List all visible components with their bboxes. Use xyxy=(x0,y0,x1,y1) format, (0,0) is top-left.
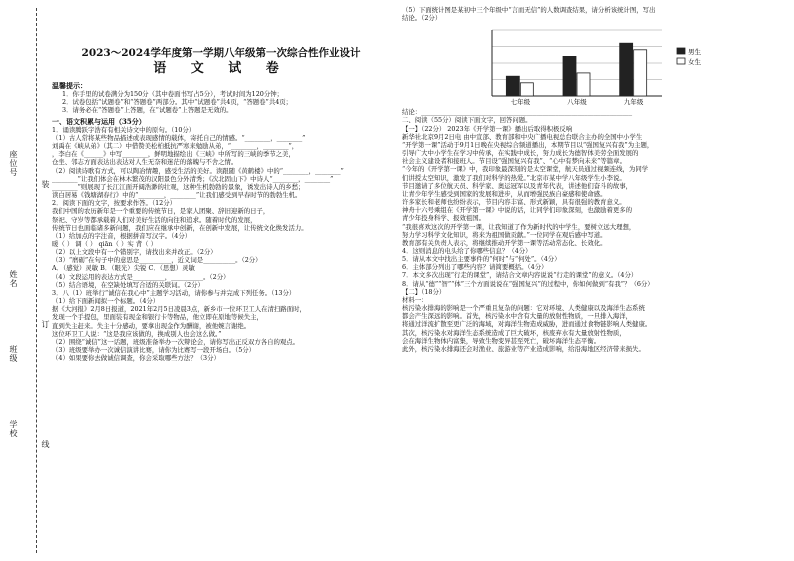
right-line-13: 神舟十六号乘组在《开学第一课》中说的话，让同学们印象深刻，也激励着更多的 xyxy=(402,206,633,215)
right-line-7: 社会主义建设者和接班人。节目设“强国复兴有我”、“心中有梦向未来”等篇章。 xyxy=(402,157,626,166)
left-line-28: （3）班级要举办一次诚信演讲比赛，请你为比赛写一段开场白。（5分） xyxy=(52,346,256,354)
notice-3: 3．请务必在“答题卷”上答题，在“试题卷”上答题是无效的。 xyxy=(62,106,233,115)
label-class: 班级 xyxy=(9,345,18,363)
label-xian: 线 xyxy=(41,440,50,449)
right-line-25: 核污染水排海的影响是一个严重且复杂的问题：它对环境、人类健康以及海洋生态系统 xyxy=(402,304,645,313)
left-question-lines xyxy=(52,126,390,363)
label-seat: 座位号 xyxy=(9,150,18,177)
x-tick-label: 八年级 xyxy=(567,98,587,107)
left-column xyxy=(52,6,390,362)
left-line-18: A．（感觉）灵敏 B．（眼光）尖锐 C．（思想）灵敏 xyxy=(52,264,195,273)
right-line-15: “我很喜欢这次的开学第一课，让我知道了作为新时代的中学生，要树立远大理想， xyxy=(402,222,636,231)
right-line-10: 节目邀请了多位航天员、科学家、奥运冠军以及青年代表，讲述他们奋斗的故事， xyxy=(402,181,633,190)
left-line-11: 我们中国的农历新年是一个重要的传统节日，是家人团聚、辞旧迎新的日子， xyxy=(52,207,270,216)
x-tick-label: 七年级 xyxy=(510,98,531,107)
left-line-8: ________”则展现了长江江面开阔浩渺的壮观，这种生机勃勃的景象，诱发出诗人的乡愁； xyxy=(52,182,305,191)
right-line-3: 【一】（22分） 2023年《开学第一课》播出后取得积极反响 xyxy=(402,124,573,133)
right-line-18: 4．这则消息的电头给了你哪些信息？（4分） xyxy=(402,246,532,255)
exam-title: 2023～2024学年度第一学期八年级第一次综合性作业设计 xyxy=(81,47,361,59)
right-line-16: 努力学习科学文化知识，将来为祖国做贡献。”一位同学在观后感中写道。 xyxy=(402,230,607,239)
bar-girls xyxy=(577,73,590,96)
left-line-5: 仓坐、邻志方面表达出表达对人生无奈和迷茫的落魄与不舍之情。 xyxy=(52,158,238,167)
left-line-23: 据《大河报》2月8日报道，2021年2月5日凌晨3点，新乡市一位环卫工人在清扫路面时， xyxy=(52,305,306,314)
left-line-1: 1．诵读腾跃宇浩有有相关诗文中的原句。（10分） xyxy=(52,125,196,134)
q5-line-1: （5）下面统计图是某初中三个年级中“言而无信”的人数调查结果，请分析该统计图，写出 xyxy=(402,6,656,14)
right-line-27: 将通过洋流扩散至更广泛的海域，对海洋生物造成威胁，进而通过食物链影响人类健康。 xyxy=(402,320,652,329)
label-name: 姓名 xyxy=(9,270,18,288)
binding-margin xyxy=(0,0,48,561)
bar-boys xyxy=(620,44,633,97)
label-zhuang: 装 xyxy=(41,180,50,189)
right-line-2: 二、阅读（55分）阅读下面文字，回答问题。 xyxy=(402,116,532,125)
left-line-14: （1）给加点的字注音，根据拼音写汉字。（4分） xyxy=(52,231,192,240)
q5-line-2: 结论。（2分） xyxy=(402,14,442,23)
right-question-lines xyxy=(402,108,788,353)
survey-bar-chart xyxy=(472,24,722,106)
right-line-6: 引导广大中小学生在学习中传承，在实践中成长，努力成长为德智体美劳全面发展的 xyxy=(402,149,639,158)
right-line-20: 6．主体部分列出了哪些内容？请简要概括。（4分） xyxy=(402,263,548,272)
right-line-8: “今年的《开学第一课》中，我印象最深刻的是太空课堂，航天员通过视频连线，为同学 xyxy=(402,165,649,174)
right-line-1: 结论：__________________________________________________________________ xyxy=(402,108,633,117)
left-line-20: （5）结合语境，在空缺处填写合适的关联词。（2分） xyxy=(52,280,204,289)
left-line-3: 刘禹在《峡从弟》（其二）中借赞美松柏抵抗严寒来勉励从弟，“________，________”， xyxy=(52,142,299,151)
binding-line xyxy=(36,8,37,553)
right-line-23: 【二】（18分） xyxy=(402,287,446,296)
notice-heading: 温馨提示： xyxy=(52,82,87,90)
right-line-5: “开学第一课”活动于9月1日晚在央视综合频道播出，本期节目以“强国复兴有我”为主题， xyxy=(402,140,654,149)
bar-girls xyxy=(520,83,533,96)
notice-1: 1．你手里的试卷满分为150分（其中卷面书写占5分），考试时间为120分钟； xyxy=(62,90,284,99)
chart-svg xyxy=(472,24,722,106)
left-line-25: 直到失主赶来。失主十分感动，要拿出现金作为酬谢，被他婉言谢绝。 xyxy=(52,321,251,330)
left-line-22: （1）给下面新闻拟一个标题。（4分） xyxy=(52,297,160,306)
right-line-9: 们讲授太空知识，激发了我们对科学的热爱。”北京市某中学八年级学生小李说。 xyxy=(402,173,626,182)
bar-boys xyxy=(506,77,519,97)
left-line-16: （2）以上文段中有一个错别字，请找出来并改正。（2分） xyxy=(52,248,217,257)
left-line-7: ________”让我们体会在林木繁茂的汉阳景色分外清秀；《次北固山下》中诗人“________，________” xyxy=(52,174,334,183)
right-line-22: 8．请从“德”“智”“体”三个方面说说在“强国复兴”的过程中，你如何做到“有我”？（6分） xyxy=(402,279,654,288)
legend-swatch xyxy=(677,48,685,54)
left-line-6: （2）阅读诗歌有方式，可以陶冶情趣，感受生活的美好。读跟随《黄鹤楼》中的“________，________” xyxy=(52,166,344,175)
right-line-30: 此外，核污染水排海还会对渔业、旅游业等产业造成影响，给沿海地区经济带来损失。 xyxy=(402,344,645,353)
left-line-15: 暖（ ） 调（ ） qiān（ ）实 背（ ） xyxy=(52,239,157,248)
left-line-21: 3．八（1）班举行“诚信在我心中”主题学习活动，请你参与并完成下列任务。（13分） xyxy=(52,288,296,297)
left-line-26: 这位环卫工人说：“这是我应该做的，换成别人也会这么做。” xyxy=(52,329,222,338)
bar-girls xyxy=(634,50,647,96)
right-line-29: 会在海洋生物体内富集，导致生物变异甚至死亡，破坏海洋生态平衡。 xyxy=(402,336,601,345)
left-line-13: 传统节日也面临诸多新问题，我们应在继承中创新，在创新中发展，让传统文化焕发活力。 xyxy=(52,223,308,232)
left-line-9: 读白居易《钱塘湖春行》中的“________，________”让我们感受到早春时节的勃勃生机。 xyxy=(52,191,302,200)
left-line-29: （4）如果要你去做诚信调查，你会采取哪些方法？（3分） xyxy=(52,354,220,363)
right-line-4: 新华社北京9月2日电 由中宣部、教育部和中央广播电视总台联合主办的全国中小学生 xyxy=(402,132,643,141)
exam-subtitle: 语 文 试 卷 xyxy=(153,61,289,76)
left-line-2: （1）古人常将某些物品描述或表现感情的载体，寄托自己的情感。“________，________” xyxy=(52,133,306,142)
right-line-21: 7．本文多次出现“行走的课堂”，请结合文章内容说说“行走的课堂”的意义。（4分） xyxy=(402,271,638,280)
right-line-28: 其次，核污染水对海洋生态系统造成了巨大破坏，核废弃水有大量放射性物质， xyxy=(402,328,626,337)
bar-boys xyxy=(563,57,576,97)
right-line-17: 教育部有关负责人表示，将继续推动开学第一课等活动常态化、长效化。 xyxy=(402,238,607,247)
legend-label: 男生 xyxy=(688,48,701,57)
left-line-17: （3）“磨砺”在句子中的意思是__________，近义词是__________。（2分） xyxy=(52,256,262,265)
legend-swatch xyxy=(677,58,685,64)
right-line-24: 材料一： xyxy=(402,295,428,304)
right-line-12: 许多家长和老师也纷纷表示，节目内容丰富、形式新颖，具有很强的教育意义。 xyxy=(402,198,626,207)
notice-2: 2．试卷包括“试题卷”和“答题卷”两部分。其中“试题卷”共4页，“答题卷”共4页； xyxy=(62,98,293,107)
legend-label: 女生 xyxy=(688,58,701,67)
left-line-24: 发现一个手提包，里面装有现金和银行卡等物品，他立即在原地等候失主， xyxy=(52,313,263,322)
left-line-27: （2）围绕“诚信”这一话题，班级准备举办一次辩论会，请你写出正反双方各自的观点。 xyxy=(52,337,300,346)
right-line-11: 让青少年学生感受到国家的发展和进步，从而增强民族自豪感和使命感。 xyxy=(402,189,607,198)
left-line-19: （4）文段运用的表达方式是__________，__________。（2分） xyxy=(52,272,230,281)
right-line-26: 都会产生深远的影响。首先，核污染水中含有大量的放射性物质，一旦排入海洋， xyxy=(402,312,633,321)
section-1-heading: 一、语文积累与运用（35分） xyxy=(52,117,146,126)
label-ding: 订 xyxy=(41,320,50,329)
x-tick-label: 九年级 xyxy=(623,98,644,107)
right-line-19: 5．请从本文中找出主要事件的“何时”与“何处”。（4分） xyxy=(402,255,561,264)
right-line-14: 青少年投身科学、报效祖国。 xyxy=(402,214,486,223)
label-school: 学校 xyxy=(9,420,18,438)
left-line-10: 2．阅读下面的文字，按要求作答。（12分） xyxy=(52,199,177,208)
left-line-4: ，李白在《______》中写________，鲜明地描绘出《三峡》中所写的三峡的季节之美， xyxy=(52,150,295,159)
right-column xyxy=(402,6,788,353)
left-line-12: 祭祀、守岁等都承载着人们对美好生活的向往和追求。随着时代的发展， xyxy=(52,215,257,224)
